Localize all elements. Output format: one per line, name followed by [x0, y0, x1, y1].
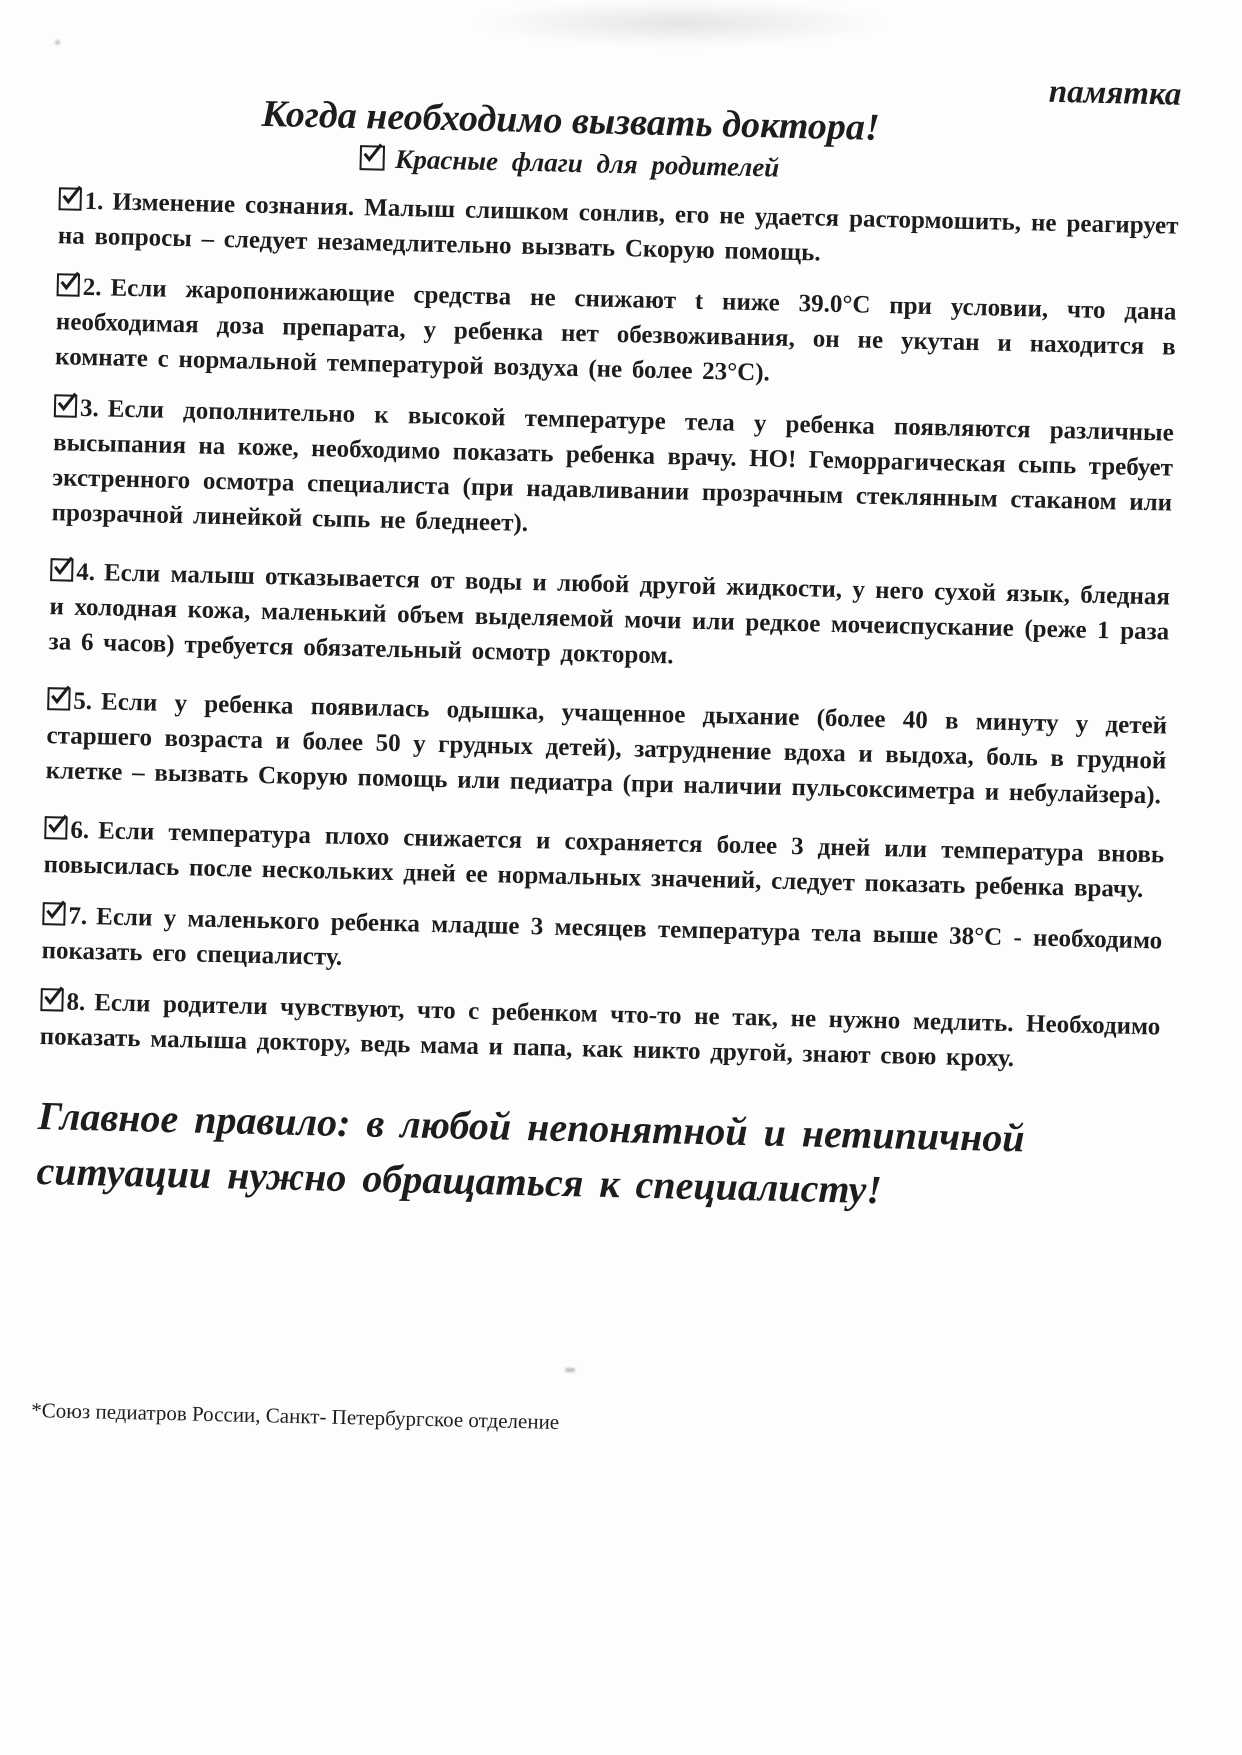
list-item [55, 269, 1177, 399]
item-number: 7. [68, 902, 88, 930]
item-number: 1. [84, 187, 104, 215]
item-number: 8. [66, 988, 86, 1016]
item-number: 4. [75, 558, 96, 586]
checkbox-icon [54, 394, 78, 418]
checkbox-icon [47, 687, 71, 711]
item-text: Если жаропонижающие средства не снижают t ниже 39.0°С при условии, что дана необходимая доза препарата, у ребенка нет обезвоживания, он не укутан и находится в комнате с нормальной температурой воздуха (не более 23°С). [54, 274, 1177, 387]
list-item [45, 683, 1167, 813]
list-item [39, 984, 1160, 1079]
item-text: Изменение сознания. Малыш слишком сонлив, его не удается растормошить, не реагирует на вопросы – следует незамедлительно вызвать Скорую помощь. [57, 188, 1179, 267]
item-text: Если малыш отказывается от воды и любой другой жидкости, у него сухой язык, бледная и холодная кожа, маленький объем выделяемой мочи или редкое мочеиспускание (реже 1 раза за 6 часов) требуется обязательный осмотр доктором. [48, 559, 1171, 670]
corner-label: памятка [1048, 73, 1182, 113]
item-text: Если у ребенка появилась одышка, учащенное дыхание (более 40 в минуту у детей старшего возраста и более 50 у грудных детей), затруднение вдоха и выдоха, боль в грудной клетке – вызвать Скорую помощь или педиатра (при наличии пульсоксиметра и небулайзера). [45, 688, 1168, 810]
list-item [51, 390, 1174, 555]
page-title: Когда необходимо вызвать доктора! [261, 92, 881, 149]
main-rule: Главное правило: в любой непонятной и нетипичной ситуации нужно обращаться к специалисту! [36, 1092, 1026, 1212]
item-text: Если температура плохо снижается и сохраняется более 3 дней или температура вновь повысилась после нескольких дней ее нормальных значений, следует показать ребенка врачу. [43, 817, 1165, 903]
subtitle-text: Красные флаги для родителей [394, 143, 780, 183]
item-text: Если родители чувствуют, что с ребенком что-то не так, не нужно медлить. Необходимо показать малыша доктору, ведь мама и папа, как никто другой, знают свою кроху. [39, 988, 1161, 1072]
item-text: Если дополнительно к высокой температуре тела у ребенка появляются различные высыпания на коже, необходимо показать ребенка врачу. НО! Геморрагическая сыпь требует экстренного осмотра специалиста (при надавливании прозрачным стеклянным стаканом или прозрачной линейкой сыпь не бледнеет). [51, 395, 1175, 537]
item-text: Если у маленького ребенка младше 3 месяцев температура тела выше 38°С - необходимо показать его специалисту. [41, 903, 1163, 971]
item-number: 5. [73, 687, 93, 715]
checkbox-icon [40, 988, 64, 1012]
list-item [48, 554, 1170, 684]
checkbox-icon [50, 558, 74, 582]
checkbox-icon [58, 187, 82, 211]
item-number: 2. [82, 273, 102, 301]
item-number: 3. [79, 394, 100, 422]
item-number: 6. [70, 816, 90, 844]
checkbox-icon [44, 816, 68, 840]
footnote: *Союз педиатров России, Санкт- Петербургское отделение [30, 1397, 560, 1434]
list-item [43, 812, 1164, 907]
checkbox-icon [360, 145, 386, 171]
list-item [58, 183, 1179, 278]
list-item [41, 898, 1162, 993]
checkbox-icon [57, 273, 81, 297]
checkbox-icon [42, 902, 66, 926]
